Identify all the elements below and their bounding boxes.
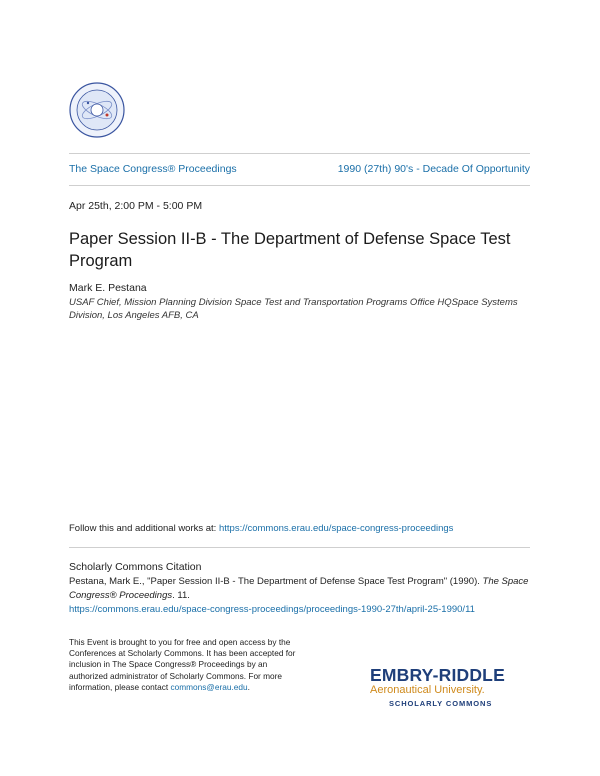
citation-text: Pestana, Mark E., "Paper Session II-B - The Department of Defense Space Test Program" (1990). <box>69 576 483 587</box>
access-notice <box>69 637 301 693</box>
session-date: Apr 25th, 2:00 PM - 5:00 PM <box>69 200 203 212</box>
citation-heading: Scholarly Commons Citation <box>69 561 202 573</box>
citation-journal: The Space Congress® Proceedings <box>69 576 529 601</box>
follow-text: Follow this and additional works at: <box>69 523 219 534</box>
logo-line1: EMBRY-RIDDLE <box>370 665 505 685</box>
author-name: Mark E. Pestana <box>69 282 147 294</box>
logo-line2: Aeronautical University. <box>370 684 485 696</box>
embry-riddle-logo <box>369 665 531 709</box>
citation-link[interactable]: https://commons.erau.edu/space-congress-proceedings/proceedings-1990-27th/april-25-1990/11 <box>69 604 475 615</box>
citation-body <box>69 575 529 617</box>
logo-line3: SCHOLARLY COMMONS <box>389 699 493 708</box>
space-congress-seal <box>69 82 125 138</box>
citation-rule <box>69 547 530 548</box>
notice-text: This Event is brought to you for free and open access by the Conferences at Scholarly Commons. It has been accepted for inclusion in The Space Congress® Proceedings by an authorized administrator of Scholarly Commons. For more information, please contact <box>69 637 296 692</box>
citation-volume: . 11. <box>172 590 190 601</box>
paper-title: Paper Session II-B - The Department of Defense Space Test Program <box>69 230 511 270</box>
header-top-rule <box>69 153 530 154</box>
contact-email-link[interactable]: commons@erau.edu <box>170 681 248 692</box>
proceedings-link[interactable]: The Space Congress® Proceedings <box>69 163 237 175</box>
follow-link[interactable]: https://commons.erau.edu/space-congress-proceedings <box>218 523 454 534</box>
notice-end: . <box>247 681 250 692</box>
event-link[interactable]: 1990 (27th) 90's - Decade Of Opportunity <box>337 163 530 175</box>
author-affiliation: USAF Chief, Mission Planning Division Space Test and Transportation Programs Office HQSpace Systems Division, Los Angeles AFB, CA <box>69 297 518 321</box>
follow-line <box>69 523 453 534</box>
header-bottom-rule <box>69 185 530 186</box>
